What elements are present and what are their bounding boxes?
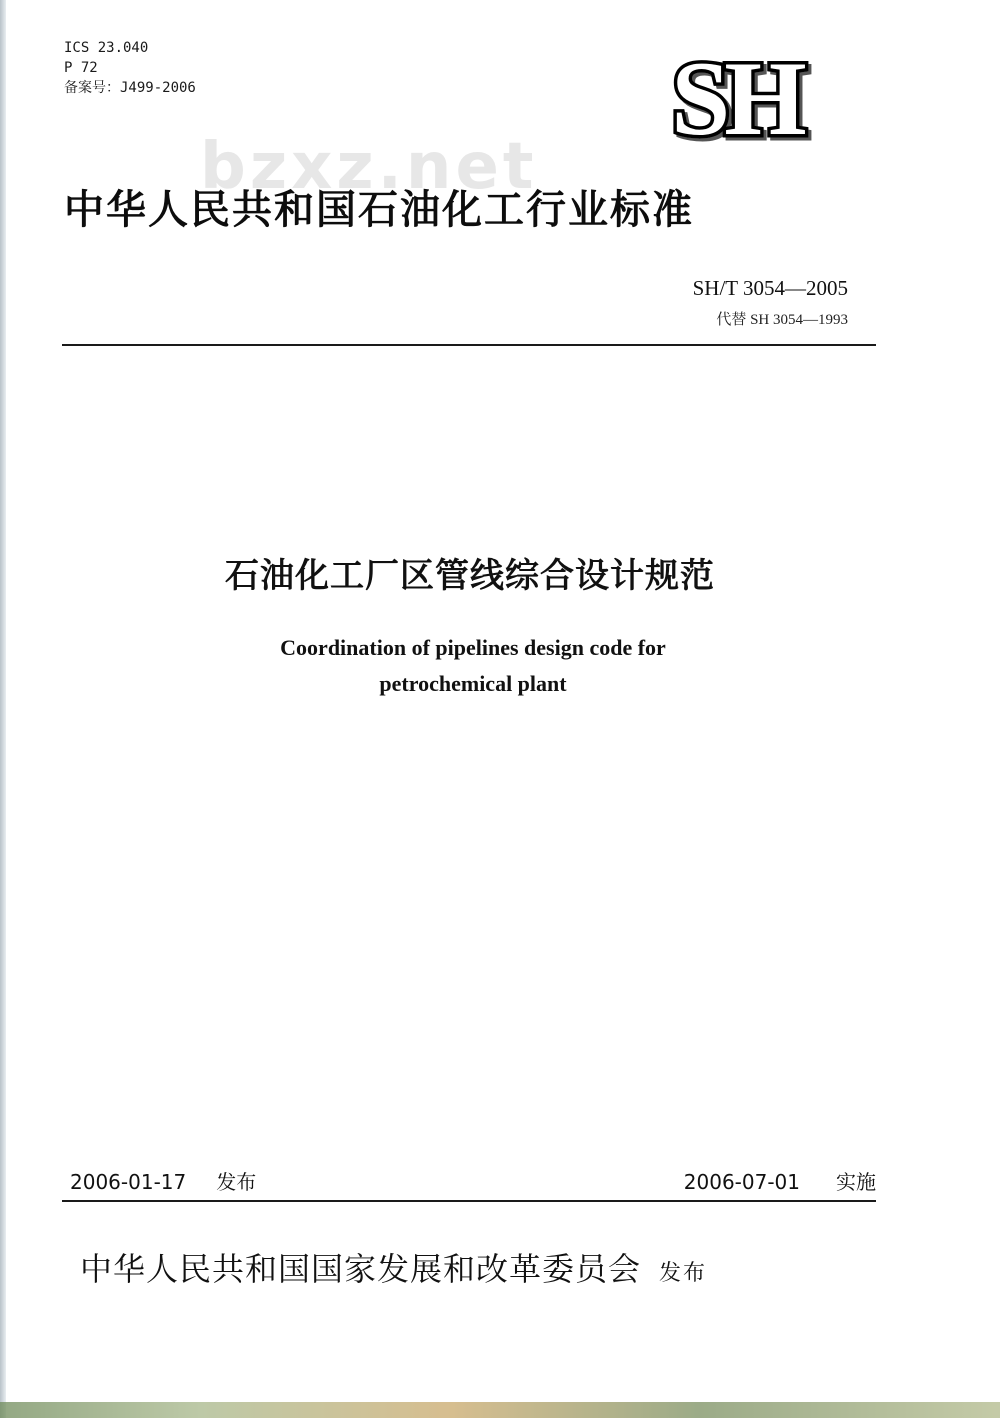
issue-date: 2006-01-17: [70, 1170, 187, 1194]
effective-label: 实施: [836, 1170, 876, 1194]
issue-label: 发布: [216, 1170, 257, 1194]
sh-logo: [636, 52, 836, 142]
issuer-line: [80, 1244, 880, 1290]
title-english-line1: Coordination of pipelines design code for: [280, 635, 666, 660]
svg-text:SH: SH: [671, 52, 801, 142]
title-chinese: 石油化工厂区管线综合设计规范: [225, 556, 715, 596]
issue-date-group: [70, 1166, 256, 1195]
classification-code: P 72: [64, 60, 98, 76]
top-divider: [62, 344, 876, 346]
issuing-organization: 中华人民共和国国家发展和改革委员会: [80, 1250, 642, 1288]
scan-bottom-edge: [0, 1402, 1000, 1418]
dates-row: [70, 1166, 876, 1196]
title-english-line2: petrochemical plant: [379, 671, 567, 696]
watermark-text: bzxz.net: [200, 130, 538, 204]
effective-date: 2006-07-01: [683, 1170, 800, 1194]
issuer-action: 发布: [659, 1261, 708, 1286]
effective-date-group: [684, 1166, 876, 1195]
title-english: [0, 630, 946, 702]
ministry-heading: 中华人民共和国石油化工行业标准: [64, 187, 694, 233]
classification-block: [64, 38, 196, 98]
filing-number: 备案号：J499-2006: [64, 80, 196, 96]
standard-number: SH/T 3054—2005: [692, 276, 848, 300]
replaces-standard: 代替 SH 3054—1993: [716, 312, 848, 328]
ics-code: ICS 23.040: [64, 40, 149, 56]
bottom-divider: [62, 1200, 876, 1202]
scan-edge-shadow: [0, 0, 6, 1418]
